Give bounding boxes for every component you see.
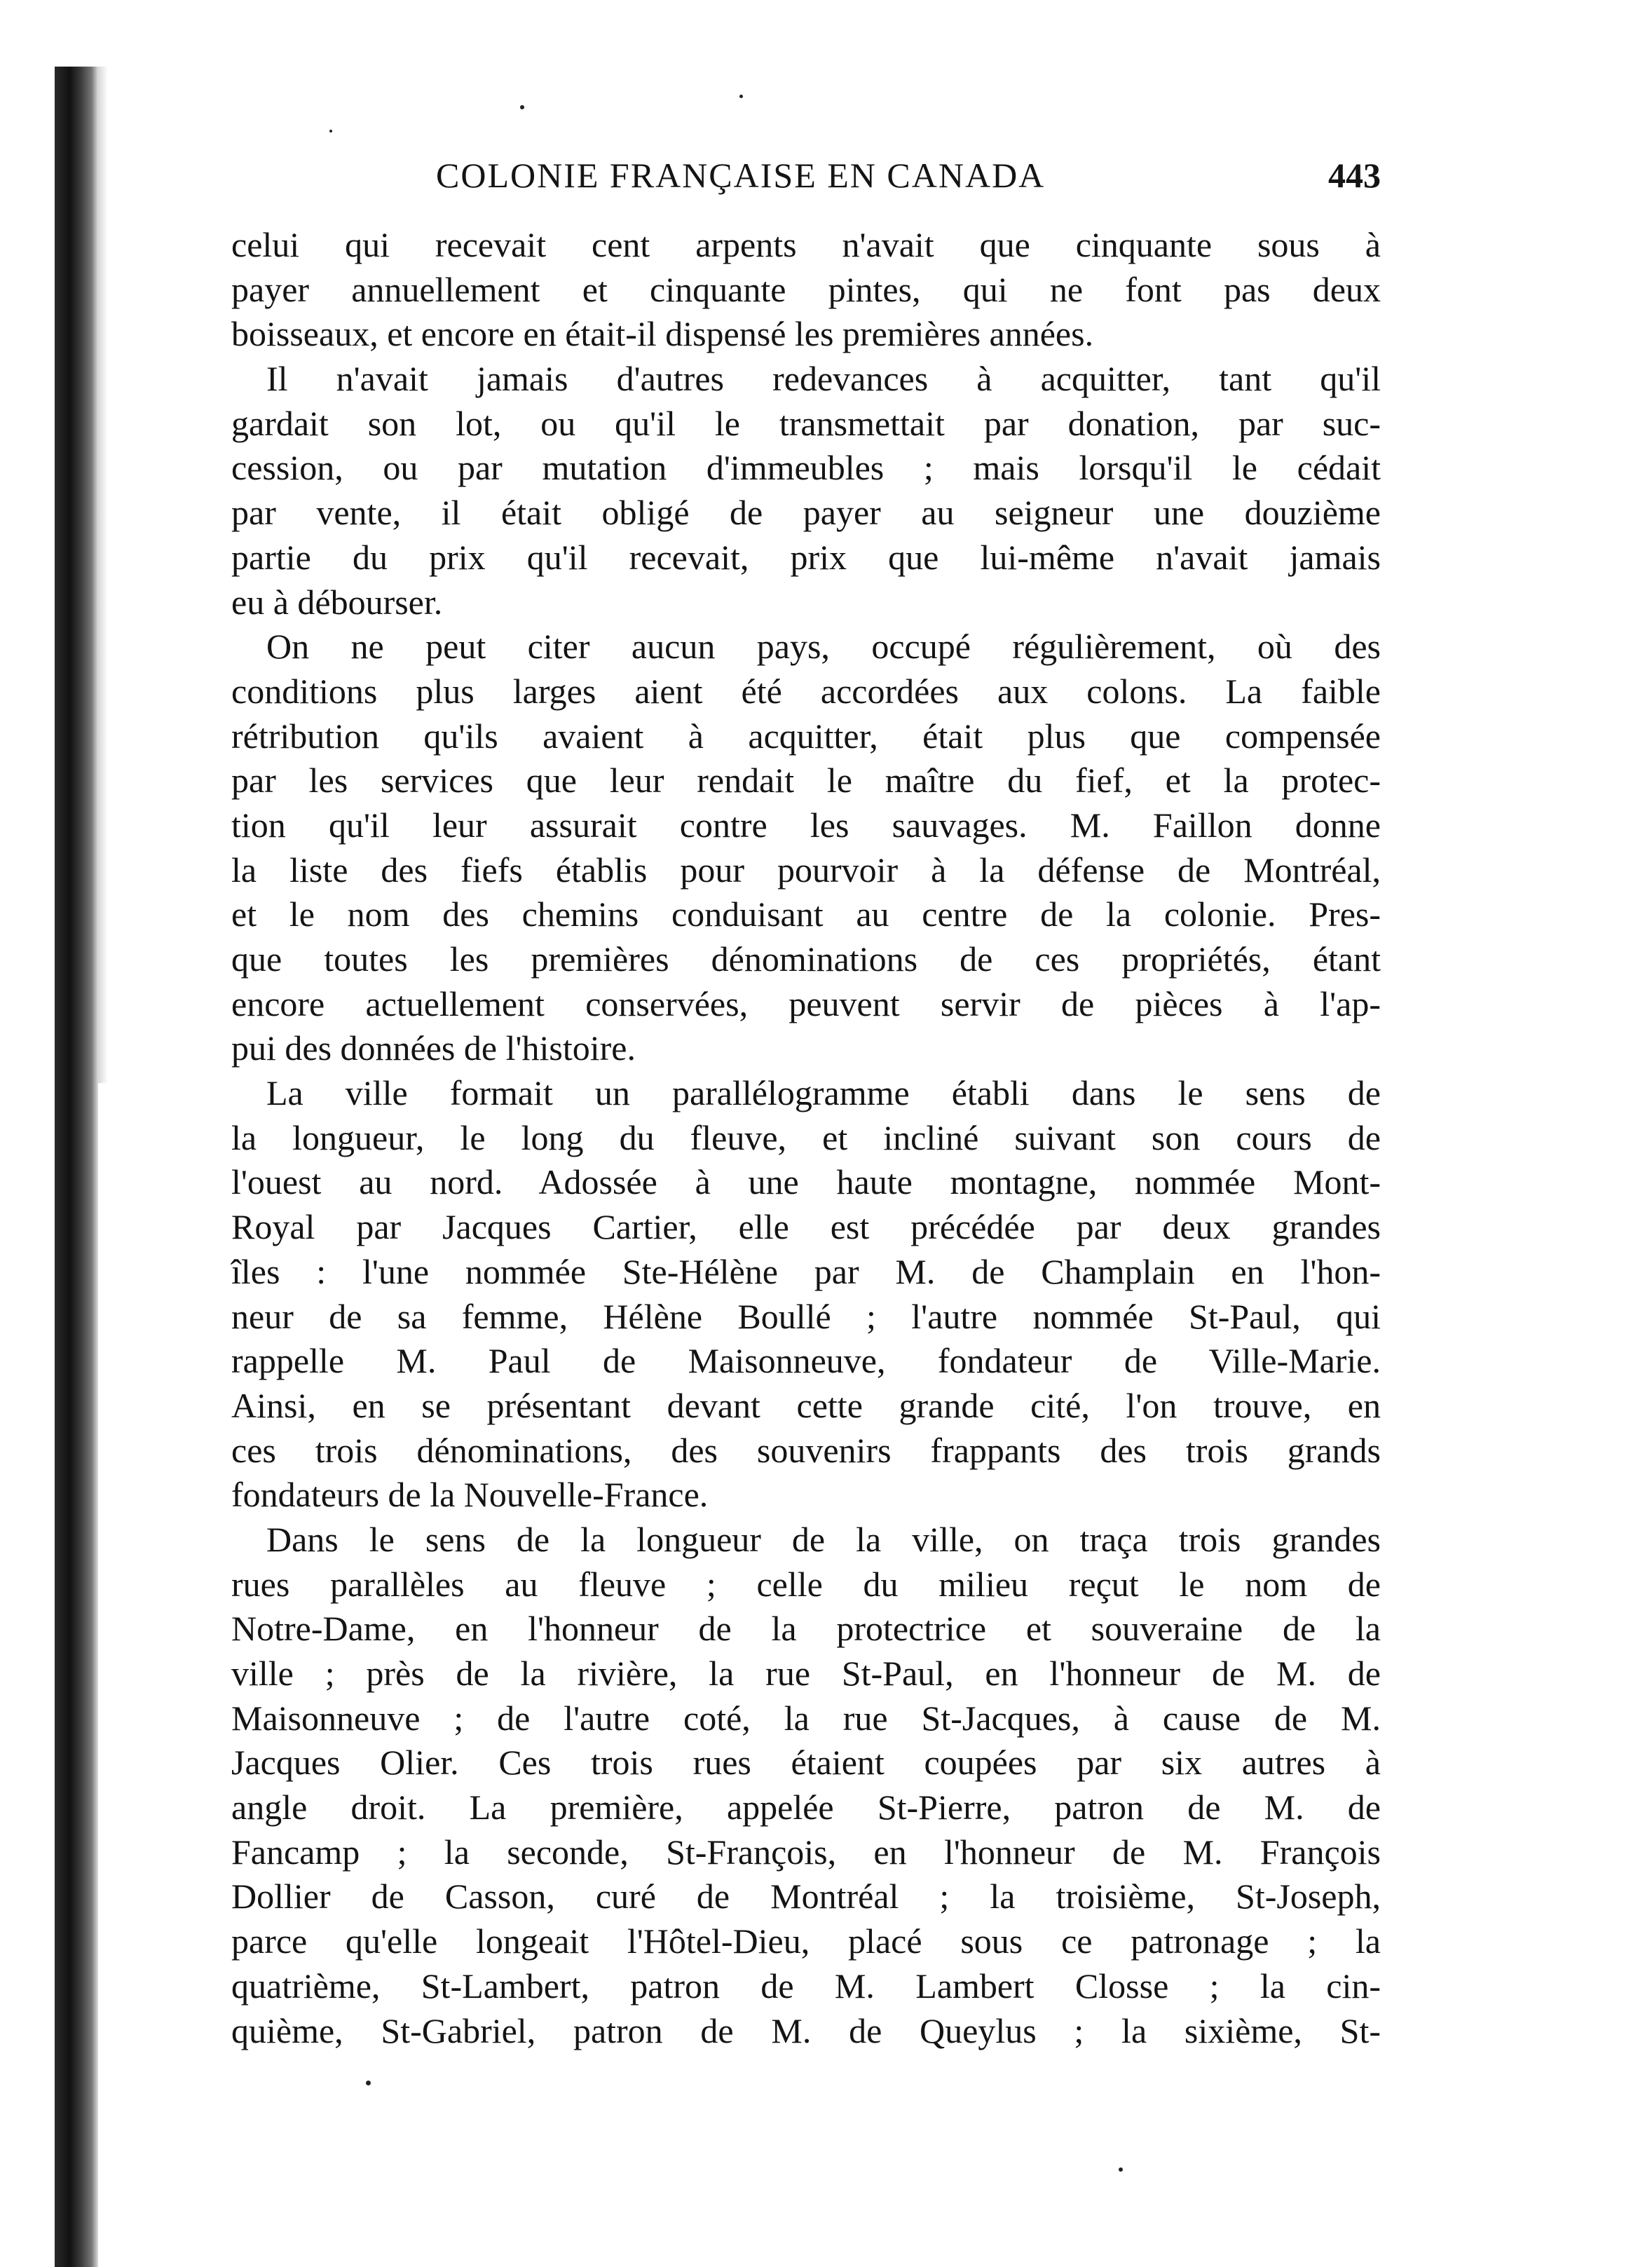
text-line: Fancamp ; la seconde, St-François, en l'honneur de M. François	[231, 1832, 1381, 1872]
text-line: eu à débourser.	[231, 582, 443, 622]
text-line: la longueur, le long du fleuve, et incliné suivant son cours de	[231, 1117, 1381, 1157]
text-line: angle droit. La première, appelée St-Pierre, patron de M. de	[231, 1788, 1381, 1827]
running-title: COLONIE FRANÇAISE EN CANADA	[436, 156, 1046, 195]
body-text	[231, 223, 1381, 2053]
text-line: îles : l'une nommée Ste-Hélène par M. de Champlain en l'hon-	[231, 1251, 1381, 1291]
print-speck	[739, 95, 743, 98]
text-line: Maisonneuve ; de l'autre coté, la rue St-Jacques, à cause de M.	[231, 1698, 1381, 1738]
text-line: tion qu'il leur assurait contre les sauvages. M. Faillon donne	[231, 805, 1381, 845]
page-binding-edge	[55, 67, 98, 2267]
text-line: Dollier de Casson, curé de Montréal ; la troisième, St-Joseph,	[231, 1877, 1381, 1917]
text-line: Dans le sens de la longueur de la ville, on traça trois grandes	[266, 1519, 1381, 1559]
print-speck	[329, 130, 332, 132]
print-speck	[520, 105, 524, 109]
binding-shadow	[98, 67, 108, 1083]
text-line: et le nom des chemins conduisant au centre de la colonie. Pres-	[231, 894, 1381, 934]
text-line: Royal par Jacques Cartier, elle est précédée par deux grandes	[231, 1207, 1381, 1247]
text-line: Il n'avait jamais d'autres redevances à acquitter, tant qu'il	[266, 359, 1381, 399]
text-line: payer annuellement et cinquante pintes, qui ne font pas deux	[231, 269, 1381, 309]
text-line: par les services que leur rendait le maître du fief, et la protec-	[231, 761, 1381, 801]
text-line: cession, ou par mutation d'immeubles ; mais lorsqu'il le cédait	[231, 448, 1381, 488]
text-line: pui des données de l'histoire.	[231, 1028, 636, 1068]
text-line: encore actuellement conservées, peuvent servir de pièces à l'ap-	[231, 983, 1381, 1023]
text-line: conditions plus larges aient été accordées aux colons. La faible	[231, 671, 1381, 711]
text-line: boisseaux, et encore en était-il dispensé les premières années.	[231, 314, 1094, 354]
text-line: celui qui recevait cent arpents n'avait que cinquante sous à	[231, 225, 1381, 264]
text-line: rétribution qu'ils avaient à acquitter, était plus que compensée	[231, 716, 1381, 756]
text-line: que toutes les premières dénominations de ces propriétés, étant	[231, 939, 1381, 979]
page-header	[231, 151, 1381, 200]
text-line: partie du prix qu'il recevait, prix que lui-même n'avait jamais	[231, 537, 1381, 577]
text-line: Notre-Dame, en l'honneur de la protectrice et souveraine de la	[231, 1609, 1381, 1649]
text-line: ces trois dénominations, des souvenirs frappants des trois grands	[231, 1430, 1381, 1470]
print-speck	[1119, 2167, 1123, 2172]
text-line: quatrième, St-Lambert, patron de M. Lambert Closse ; la cin-	[231, 1966, 1381, 2006]
text-line: On ne peut citer aucun pays, occupé régulièrement, où des	[266, 627, 1381, 667]
text-line: ville ; près de la rivière, la rue St-Paul, en l'honneur de M. de	[231, 1654, 1381, 1693]
text-line: rappelle M. Paul de Maisonneuve, fondateur de Ville-Marie.	[231, 1341, 1381, 1381]
text-line: par vente, il était obligé de payer au seigneur une douzième	[231, 493, 1381, 533]
text-line: parce qu'elle longeait l'Hôtel-Dieu, placé sous ce patronage ; la	[231, 1921, 1381, 1961]
text-line: gardait son lot, ou qu'il le transmettait par donation, par suc-	[231, 403, 1381, 443]
print-speck	[366, 2081, 371, 2085]
text-line: Jacques Olier. Ces trois rues étaient coupées par six autres à	[231, 1743, 1381, 1783]
text-line: Ainsi, en se présentant devant cette grande cité, l'on trouve, en	[231, 1385, 1381, 1425]
page-number: 443	[1328, 156, 1381, 195]
text-line: l'ouest au nord. Adossée à une haute montagne, nommée Mont-	[231, 1162, 1381, 1202]
text-line: la liste des fiefs établis pour pourvoir à la défense de Montréal,	[231, 850, 1381, 890]
text-line: fondateurs de la Nouvelle-France.	[231, 1475, 709, 1515]
text-line: neur de sa femme, Hélène Boullé ; l'autre nommée St-Paul, qui	[231, 1296, 1381, 1336]
text-line: La ville formait un parallélogramme établi dans le sens de	[266, 1073, 1381, 1113]
text-line: rues parallèles au fleuve ; celle du milieu reçut le nom de	[231, 1564, 1381, 1604]
text-line: quième, St-Gabriel, patron de M. de Queylus ; la sixième, St-	[231, 2010, 1381, 2050]
